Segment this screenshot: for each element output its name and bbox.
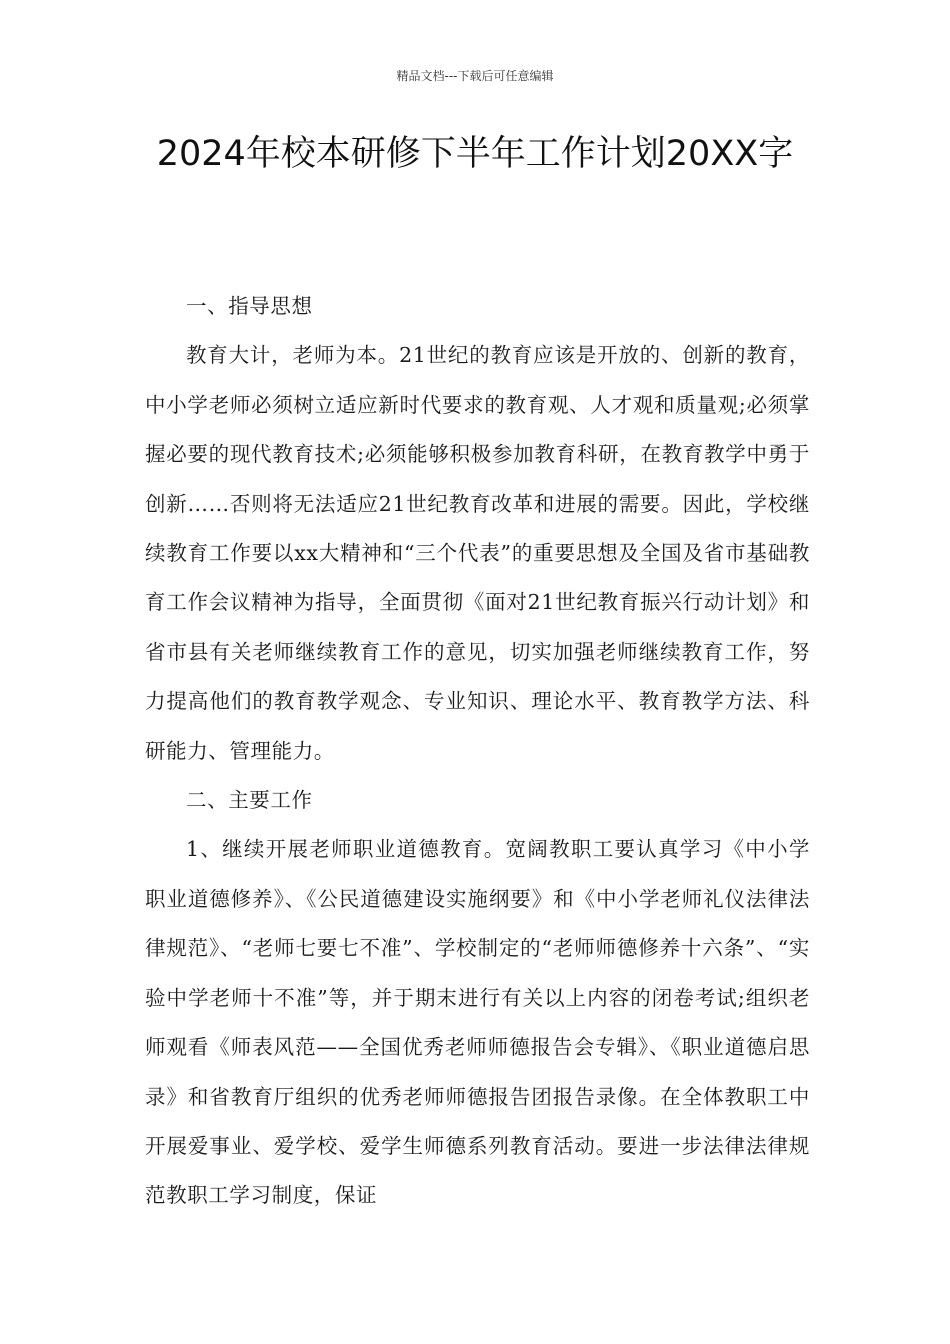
section-heading: 一、指导思想 [186,294,313,318]
body-paragraph: 教育大计，老师为本。21世纪的教育应该是开放的、创新的教育，中小学老师必须树立适应新时代要求的教育观、人才观和质量观;必须掌握必要的现代教育技术;必须能够积极参加教育科研，在教育教学中勇于创新……否则将无法适应21世纪教育改革和进展的需要。因此，学校继续教育工作要以xx大精神和“三个代表”的重要思想及全国及省市基础教育工作会议精神为指导，全面贯彻《面对21世纪教育振兴行动计划》和省市县有关老师继续教育工作的意见，切实加强老师继续教育工作，努力提高他们的教育教学观念、专业知识、理论水平、教育教学方法、科研能力、管理能力。 [145,343,810,763]
body-paragraph: 1、继续开展老师职业道德教育。宽阔教职工要认真学习《中小学职业道德修养》、《公民道德建设实施纲要》和《中小学老师礼仪法律法律规范》、“老师七要七不准”、学校制定的“老师师德修养十六条”、“实验中学老师十不准”等，并于期末进行有关以上内容的闭卷考试;组织老师观看《师表风范——全国优秀老师师德报告会专辑》、《职业道德启思录》和省教育厅组织的优秀老师师德报告团报告录像。在全体教职工中开展爱事业、爱学校、爱学生师德系列教育活动。要进一步法律法律规范教职工学习制度，保证 [145,837,810,1208]
header-note: 精品文档---下载后可任意编辑 [396,69,554,83]
document-body [145,282,810,1221]
section-heading: 二、主要工作 [186,788,313,813]
document-title: 2024年校本研修下半年工作计划20XX字 [156,134,794,174]
